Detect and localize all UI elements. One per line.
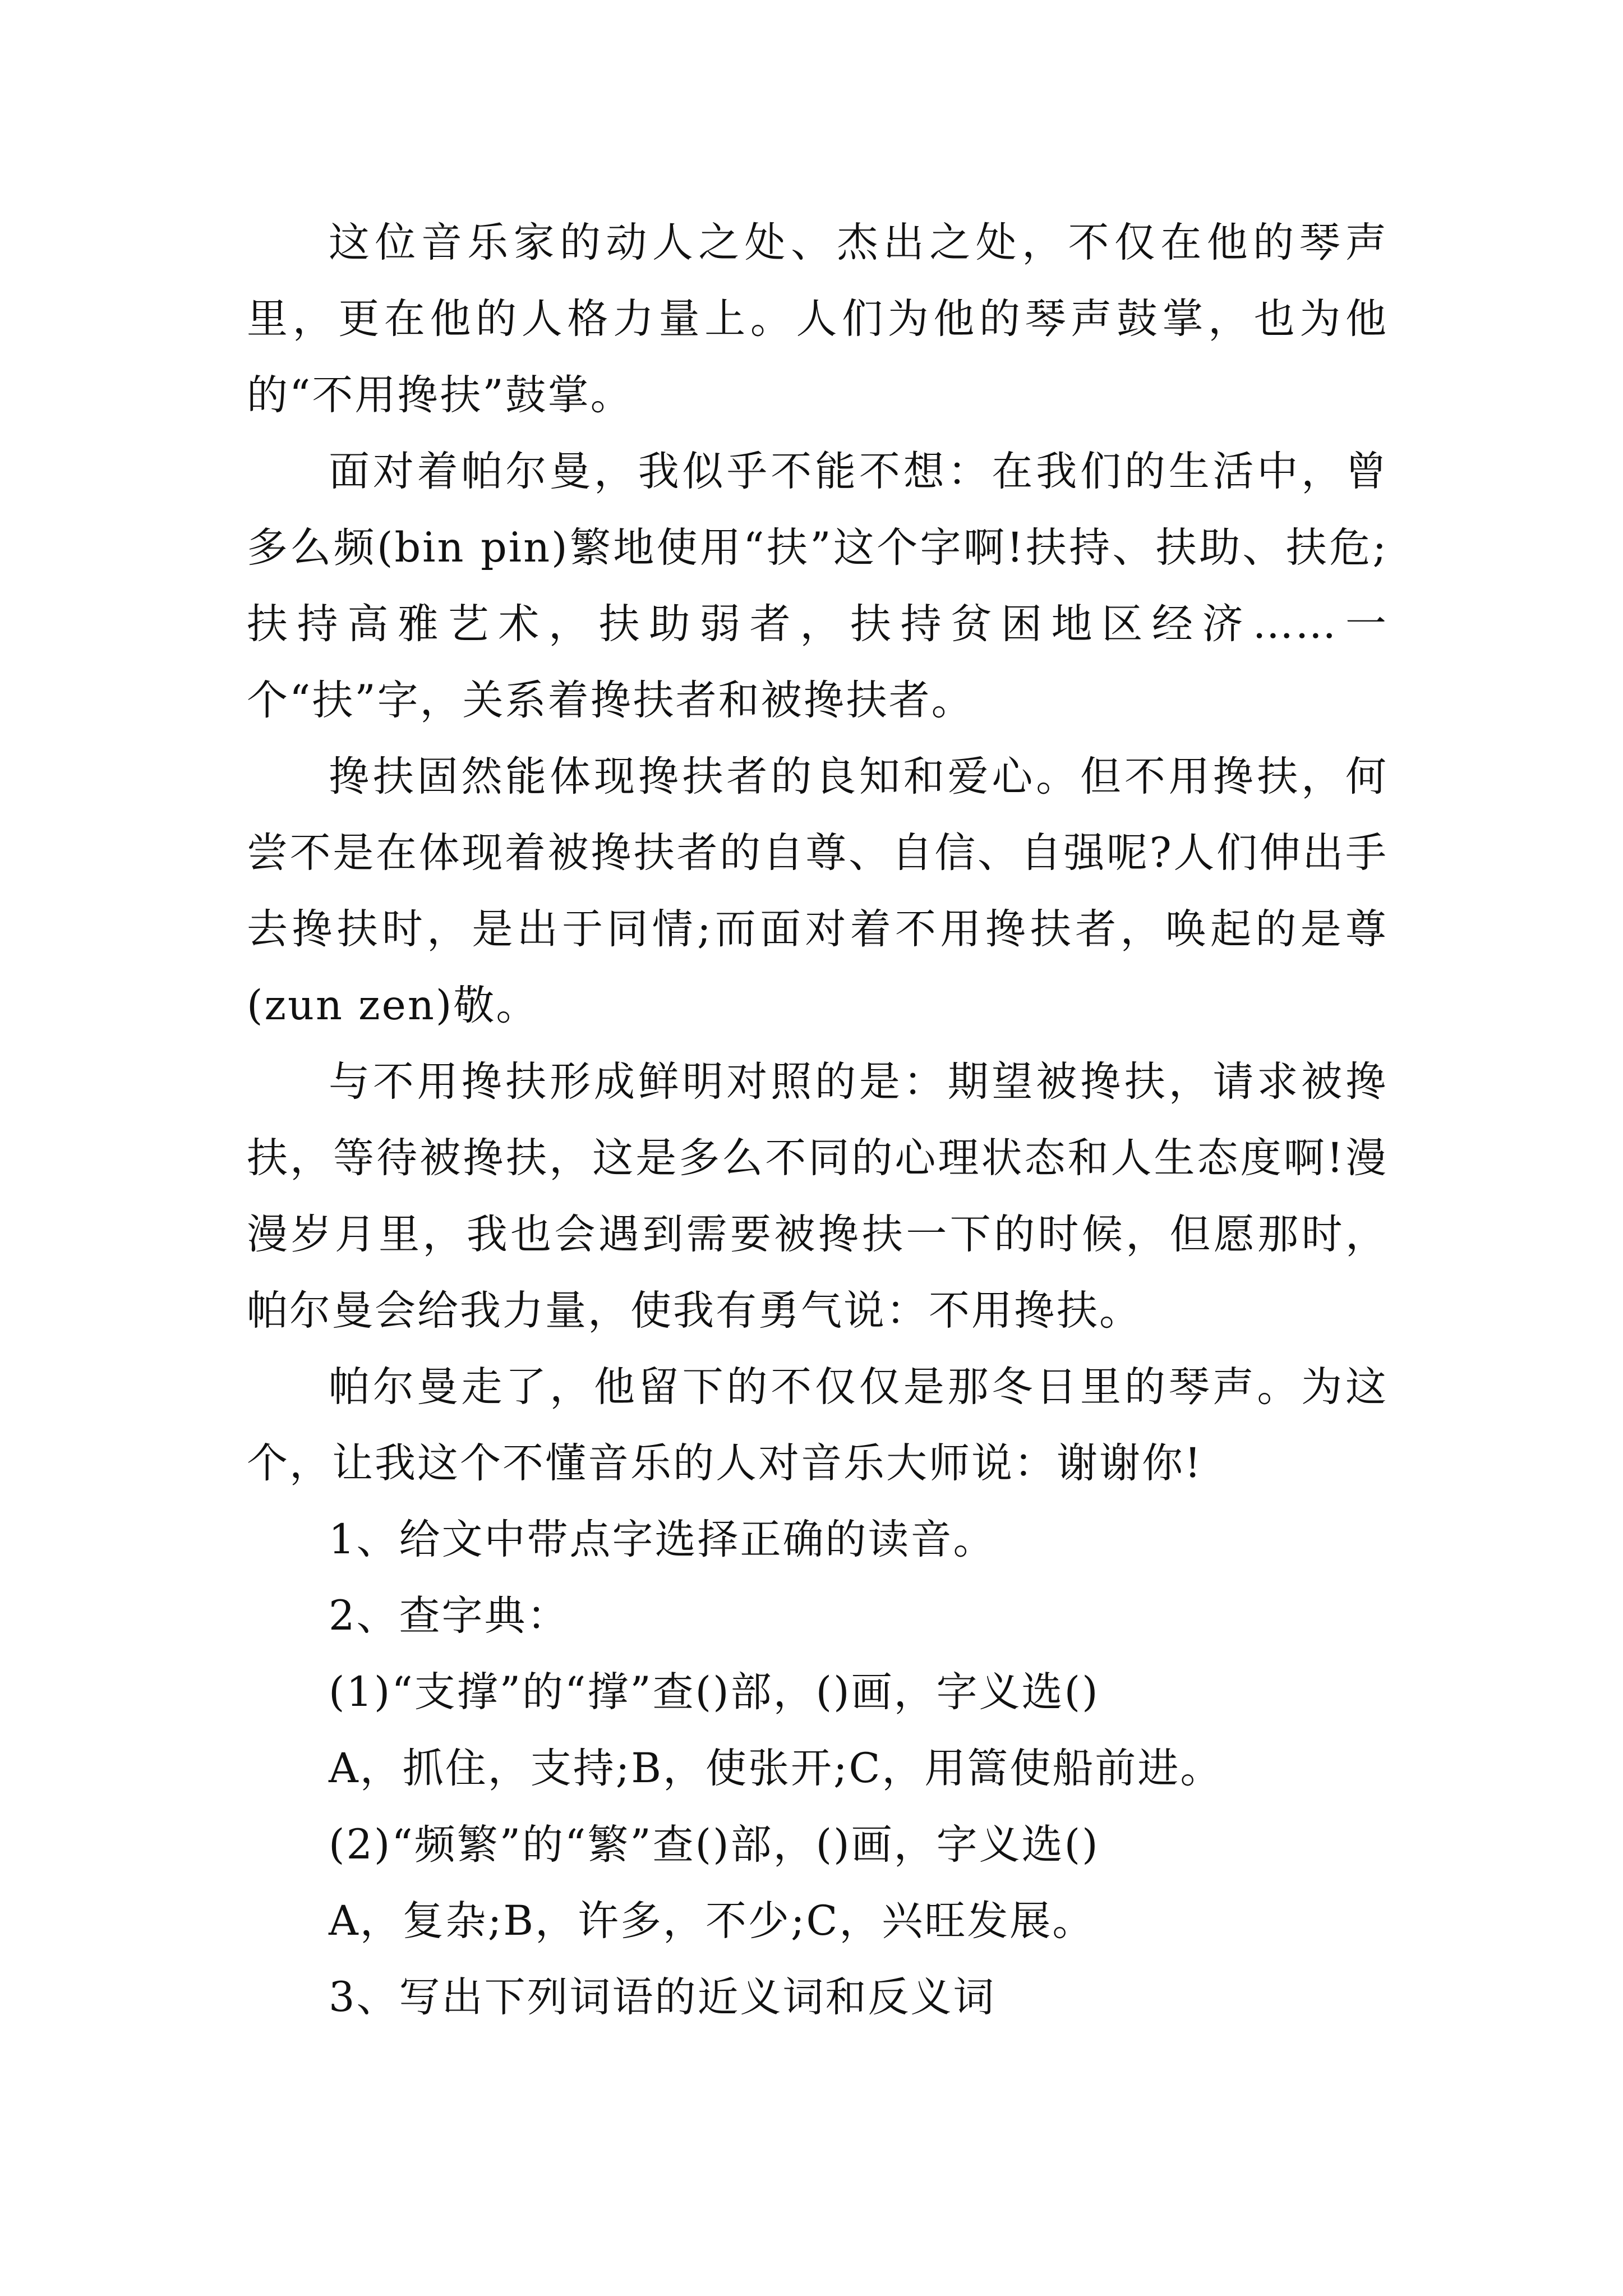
question-2: 2、查字典：: [329, 1592, 570, 1640]
paragraph-4: 与不用搀扶形成鲜明对照的是：期望被搀扶，请求被搀扶，等待被搀扶，这是多么不同的心理状态和人生态度啊!漫漫岁月里，我也会遇到需要被搀扶一下的时候，但愿那时，帕尔曼会给我力量，使我有勇气说：不用搀扶。: [247, 1058, 1388, 1335]
question-3: 3、写出下列词语的近义词和反义词: [329, 1973, 996, 2021]
paragraph-5: 帕尔曼走了，他留下的不仅仅是那冬日里的琴声。为这个，让我这个不懂音乐的人对音乐大师说：谢谢你!: [247, 1363, 1388, 1487]
question-2-1-options: A，抓住，支持;B，使张开;C，用篙使船前进。: [329, 1745, 1223, 1792]
question-2-2: (2)“频繁”的“繁”查()部，()画，字义选(): [329, 1821, 1100, 1869]
question-2-2-options: A，复杂;B，许多，不少;C，兴旺发展。: [329, 1897, 1095, 1945]
paragraph-2: 面对着帕尔曼，我似乎不能不想：在我们的生活中，曾多么频(bin pin)繁地使用“扶”这个字啊!扶持、扶助、扶危;扶持高雅艺术，扶助弱者，扶持贫困地区经济……一个“扶”字，关系着搀扶者和被搀扶者。: [247, 448, 1388, 724]
document-body: [247, 205, 1388, 2036]
question-2-1: (1)“支撑”的“撑”查()部，()画，字义选(): [329, 1668, 1100, 1716]
question-1: 1、给文中带点字选择正确的读音。: [329, 1516, 996, 1563]
paragraph-3: 搀扶固然能体现搀扶者的良知和爱心。但不用搀扶，何尝不是在体现着被搀扶者的自尊、自信、自强呢?人们伸出手去搀扶时，是出于同情;而面对着不用搀扶者，唤起的是尊(zun zen)敬。: [247, 753, 1388, 1029]
paragraph-1: 这位音乐家的动人之处、杰出之处，不仅在他的琴声里，更在他的人格力量上。人们为他的琴声鼓掌，也为他的“不用搀扶”鼓掌。: [247, 219, 1388, 419]
